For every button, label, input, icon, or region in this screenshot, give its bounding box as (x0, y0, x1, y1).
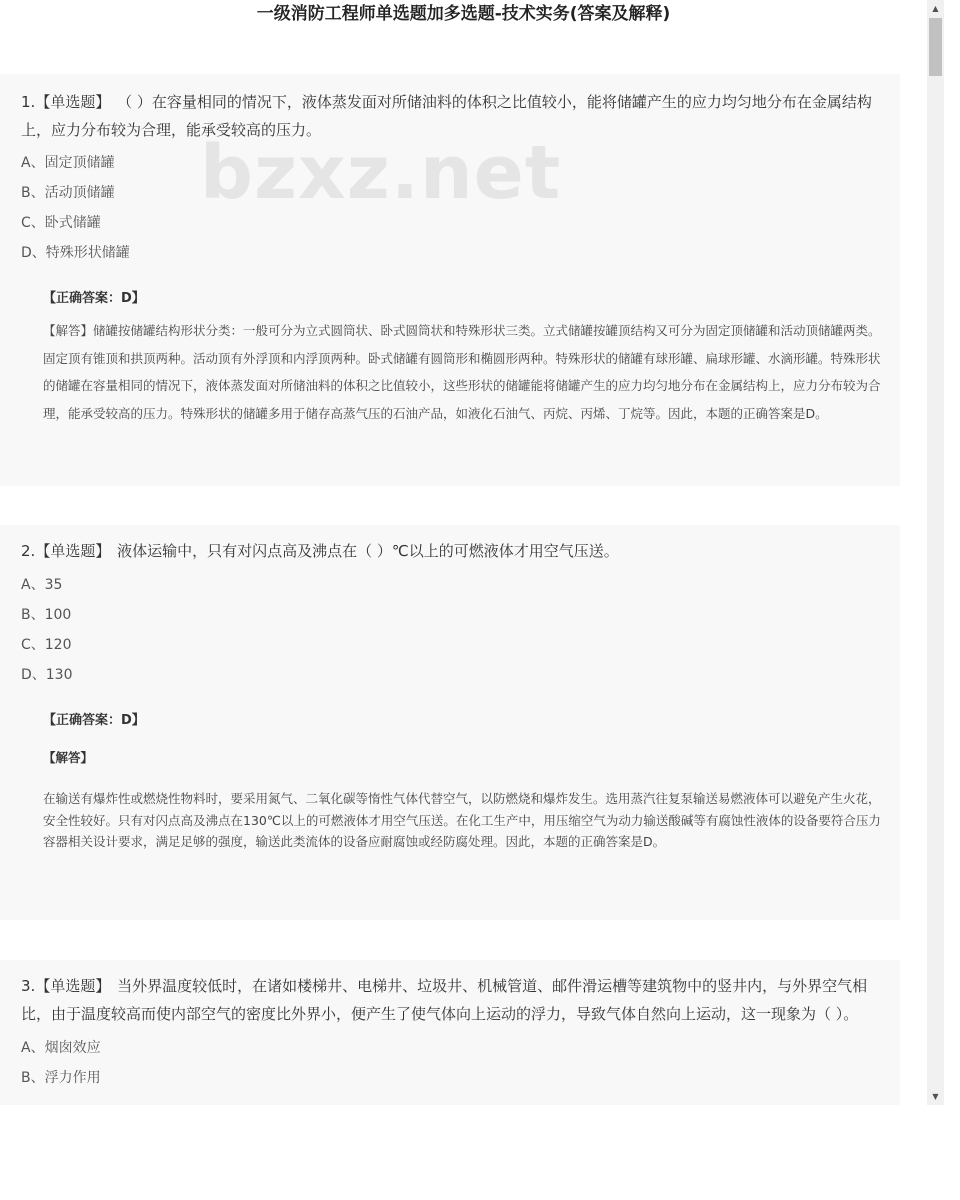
scrollbar-thumb[interactable] (929, 18, 942, 76)
explanation-heading: 【解答】 (43, 750, 94, 765)
explanation: 在输送有爆炸性或燃烧性物料时，要采用氮气、二氧化碳等惰性气体代替空气，以防燃烧和爆炸发生。选用蒸汽往复泵输送易燃液体可以避免产生火花，安全性较好。只有对闪点高及沸点在130℃以上的可燃液体才用空气压送。在化工生产中，用压缩空气为动力输送酸碱等有腐蚀性液体的设备要符合压力容器相关设计要求，满足足够的强度，输送此类流体的设备应耐腐蚀或经防腐处理。因此，本题的正确答案是D。 (43, 791, 881, 849)
option-b[interactable]: B、浮力作用 (21, 1070, 101, 1086)
explanation: 【解答】储罐按储罐结构形状分类：一般可分为立式圆筒状、卧式圆筒状和特殊形状三类。立式储罐按罐顶结构又可分为固定顶储罐和活动顶储罐两类。固定顶有锥顶和拱顶两种。活动顶有外浮顶和内浮顶两种。卧式储罐有圆筒形和椭圆形两种。特殊形状的储罐有球形罐、扁球形罐、水滴形罐。特殊形状的储罐在容量相同的情况下，液体蒸发面对所储油料的体积之比值较小，这些形状的储罐能将储罐产生的应力均匀地分布在金属结构上，应力分布较为合理，能承受较高的压力。特殊形状的储罐多用于储存高蒸气压的石油产品，如液化石油气、丙烷、丙烯、丁烷等。因此，本题的正确答案是D。 (43, 323, 881, 421)
watermark: bzxz.net (200, 130, 562, 216)
question-number: 3. (21, 977, 36, 995)
scroll-up-arrow-icon[interactable]: ▲ (932, 4, 939, 13)
question-body: 当外界温度较低时，在诸如楼梯井、电梯井、垃圾井、机械管道、邮件滑运槽等建筑物中的竖井内，与外界空气相比，由于温度较高而使内部空气的密度比外界小，便产生了使气体向上运动的浮力，导致气体自然向上运动，这一现象为（ ）。 (21, 977, 868, 1023)
option-b[interactable]: B、活动顶储罐 (21, 185, 115, 201)
question-body: 液体运输中，只有对闪点高及沸点在（ ）℃以上的可燃液体才用空气压送。 (112, 542, 619, 560)
option-c[interactable]: C、120 (21, 637, 72, 653)
question-text (21, 88, 882, 144)
question-card-2 (0, 525, 900, 920)
question-type: 【单选题】 (35, 977, 111, 995)
vertical-scrollbar[interactable] (927, 0, 944, 1105)
question-number: 1. (21, 93, 36, 111)
option-c[interactable]: C、卧式储罐 (21, 215, 101, 231)
question-type: 【单选题】 (35, 542, 111, 560)
question-card-3 (0, 960, 900, 1105)
question-number: 2. (21, 542, 36, 560)
question-text (21, 972, 882, 1028)
option-d[interactable]: D、130 (21, 667, 73, 683)
option-b[interactable]: B、100 (21, 607, 72, 623)
option-d[interactable]: D、特殊形状储罐 (21, 245, 130, 261)
page-title: 一级消防工程师单选题加多选题-技术实务(答案及解释) (256, 4, 671, 24)
correct-answer: 【正确答案：D】 (43, 713, 145, 728)
question-type: 【单选题】 (35, 93, 111, 111)
question-text (21, 537, 882, 565)
option-a[interactable]: A、固定顶储罐 (21, 155, 115, 171)
question-body: （ ）在容量相同的情况下，液体蒸发面对所储油料的体积之比值较小，能将储罐产生的应力均匀地分布在金属结构上，应力分布较为合理，能承受较高的压力。 (21, 93, 872, 139)
scroll-down-arrow-icon[interactable]: ▼ (932, 1092, 939, 1101)
option-a[interactable]: A、烟囱效应 (21, 1040, 101, 1056)
question-card-1 (0, 74, 900, 486)
correct-answer: 【正确答案：D】 (43, 291, 145, 306)
option-a[interactable]: A、35 (21, 577, 63, 593)
